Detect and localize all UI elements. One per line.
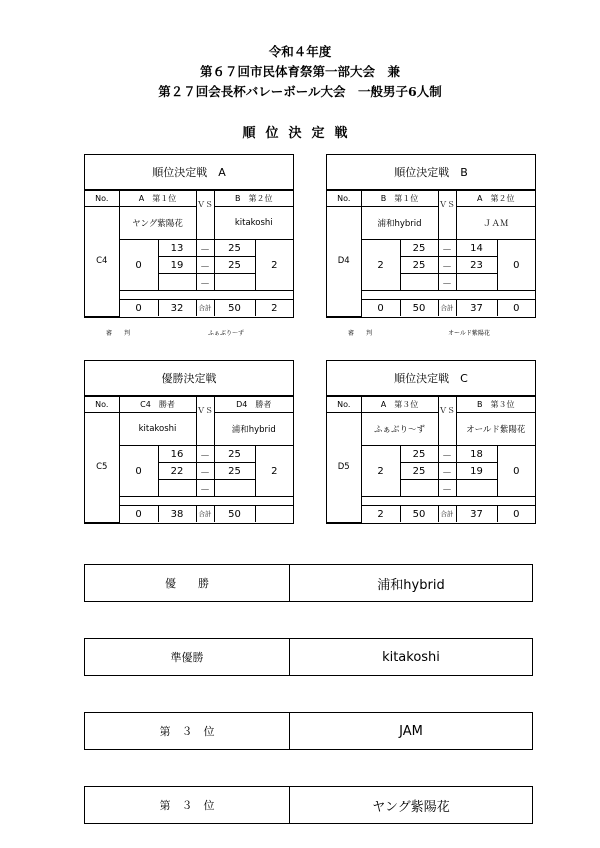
- right-team-name: 浦和hybrid: [214, 413, 293, 446]
- match-d: [326, 360, 536, 524]
- total-right-points: 37: [456, 506, 497, 523]
- column-no: No.: [327, 191, 361, 207]
- referee-label-b: 審 判: [348, 330, 373, 337]
- score-table: [85, 396, 293, 523]
- right-team-seed: B 第２位: [214, 191, 293, 207]
- match-c: [84, 360, 294, 524]
- right-team-seed: A 第２位: [456, 191, 535, 207]
- column-no: No.: [85, 397, 119, 413]
- score-table: [327, 190, 535, 317]
- set-1-right-score: 18: [456, 446, 497, 463]
- result-row-runner-up: [84, 638, 533, 676]
- vs-label: ＶＳ: [196, 191, 214, 240]
- total-left-points: 38: [158, 506, 196, 523]
- right-sets-won: 2: [255, 446, 293, 497]
- match-code: D4: [327, 207, 361, 317]
- result-label: 第 ３ 位: [85, 787, 290, 823]
- referee-name-a: ふぁぶり～ず: [208, 330, 245, 337]
- right-team-seed: B 第３位: [456, 397, 535, 413]
- dash: －: [196, 240, 214, 257]
- header-line-1: 令和４年度: [268, 44, 332, 59]
- left-team-name: kitakoshi: [119, 413, 196, 446]
- total-right-sets: [255, 506, 293, 523]
- spacer-row: [361, 291, 535, 300]
- dash: －: [438, 240, 456, 257]
- dash: －: [438, 446, 456, 463]
- right-team-name: ＪＡＭ: [456, 207, 535, 240]
- left-team-seed: C4 勝者: [119, 397, 196, 413]
- match-title: 順位決定戦 A: [85, 155, 293, 190]
- left-team-name: ヤング紫陽花: [119, 207, 196, 240]
- set-2-left-score: 25: [400, 257, 438, 274]
- total-left-sets: 0: [119, 506, 158, 523]
- dash: －: [196, 480, 214, 497]
- set-3-left-score: [400, 480, 438, 497]
- left-sets-won: 0: [119, 240, 158, 291]
- left-sets-won: 0: [119, 446, 158, 497]
- set-1-right-score: 25: [214, 240, 255, 257]
- set-2-left-score: 22: [158, 463, 196, 480]
- score-table: [85, 190, 293, 317]
- vs-label: ＶＳ: [438, 191, 456, 240]
- set-2-right-score: 25: [214, 257, 255, 274]
- right-team-name: オールド紫陽花: [456, 413, 535, 446]
- header-line-2: 第６７回市民体育祭第一部大会 兼: [199, 64, 400, 79]
- total-right-sets: 0: [497, 300, 535, 317]
- match-b: [326, 154, 536, 318]
- total-right-sets: 0: [497, 506, 535, 523]
- total-right-points: 50: [214, 300, 255, 317]
- referee-label-a: 審 判: [106, 330, 131, 337]
- total-left-sets: 2: [361, 506, 400, 523]
- match-code: C5: [85, 413, 119, 523]
- set-2-right-score: 19: [456, 463, 497, 480]
- column-no: No.: [327, 397, 361, 413]
- right-sets-won: 0: [497, 240, 535, 291]
- left-team-name: ふぁぶり～ず: [361, 413, 438, 446]
- spacer-row: [119, 497, 293, 506]
- left-team-name: 浦和hybrid: [361, 207, 438, 240]
- right-sets-won: 0: [497, 446, 535, 497]
- referee-name-b: オールド紫陽花: [448, 330, 490, 337]
- spacer-row: [119, 291, 293, 300]
- dash: －: [196, 257, 214, 274]
- set-3-right-score: [456, 480, 497, 497]
- result-value: 浦和hybrid: [377, 577, 445, 593]
- total-right-points: 50: [214, 506, 255, 523]
- right-sets-won: 2: [255, 240, 293, 291]
- dash: －: [438, 480, 456, 497]
- vs-label: ＶＳ: [438, 397, 456, 446]
- total-left-points: 32: [158, 300, 196, 317]
- match-code: C4: [85, 207, 119, 317]
- total-label: 合計: [196, 506, 214, 523]
- set-3-left-score: [158, 480, 196, 497]
- set-2-left-score: 19: [158, 257, 196, 274]
- total-left-points: 50: [400, 506, 438, 523]
- result-label: 準優勝: [85, 639, 290, 675]
- dash: －: [196, 446, 214, 463]
- dash: －: [438, 463, 456, 480]
- match-a: [84, 154, 294, 318]
- match-title: 順位決定戦 C: [327, 361, 535, 396]
- total-left-points: 50: [400, 300, 438, 317]
- total-label: 合計: [196, 300, 214, 317]
- set-2-right-score: 25: [214, 463, 255, 480]
- set-1-left-score: 16: [158, 446, 196, 463]
- dash: －: [196, 463, 214, 480]
- dash: －: [196, 274, 214, 291]
- result-value: JAM: [399, 723, 423, 739]
- total-left-sets: 0: [119, 300, 158, 317]
- left-sets-won: 2: [361, 240, 400, 291]
- left-team-seed: A 第３位: [361, 397, 438, 413]
- result-value: ヤング紫陽花: [372, 799, 450, 815]
- set-1-right-score: 25: [214, 446, 255, 463]
- total-label: 合計: [438, 300, 456, 317]
- right-team-seed: D4 勝者: [214, 397, 293, 413]
- page-title: 順位決定戦: [242, 126, 358, 141]
- set-3-left-score: [400, 274, 438, 291]
- column-no: No.: [85, 191, 119, 207]
- total-label: 合計: [438, 506, 456, 523]
- dash: －: [438, 274, 456, 291]
- score-table: [327, 396, 535, 523]
- set-1-left-score: 25: [400, 446, 438, 463]
- match-title: 優勝決定戦: [85, 361, 293, 396]
- set-3-left-score: [158, 274, 196, 291]
- right-team-name: kitakoshi: [214, 207, 293, 240]
- spacer-row: [361, 497, 535, 506]
- set-3-right-score: [214, 480, 255, 497]
- set-2-right-score: 23: [456, 257, 497, 274]
- total-right-sets: 2: [255, 300, 293, 317]
- match-code: D5: [327, 413, 361, 523]
- set-1-right-score: 14: [456, 240, 497, 257]
- result-label: 第 ３ 位: [85, 713, 290, 749]
- left-team-seed: A 第１位: [119, 191, 196, 207]
- result-value: kitakoshi: [382, 649, 440, 665]
- set-1-left-score: 13: [158, 240, 196, 257]
- result-label: 優 勝: [85, 565, 290, 601]
- left-sets-won: 2: [361, 446, 400, 497]
- result-row-champion: [84, 564, 533, 602]
- total-left-sets: 0: [361, 300, 400, 317]
- set-3-right-score: [214, 274, 255, 291]
- set-2-left-score: 25: [400, 463, 438, 480]
- set-1-left-score: 25: [400, 240, 438, 257]
- dash: －: [438, 257, 456, 274]
- result-row-third-1: [84, 712, 533, 750]
- left-team-seed: B 第１位: [361, 191, 438, 207]
- set-3-right-score: [456, 274, 497, 291]
- header-line-3: 第２７回会長杯バレーボール大会 一般男子6人制: [158, 84, 442, 99]
- vs-label: ＶＳ: [196, 397, 214, 446]
- result-row-third-2: [84, 786, 533, 824]
- total-right-points: 37: [456, 300, 497, 317]
- match-title: 順位決定戦 B: [327, 155, 535, 190]
